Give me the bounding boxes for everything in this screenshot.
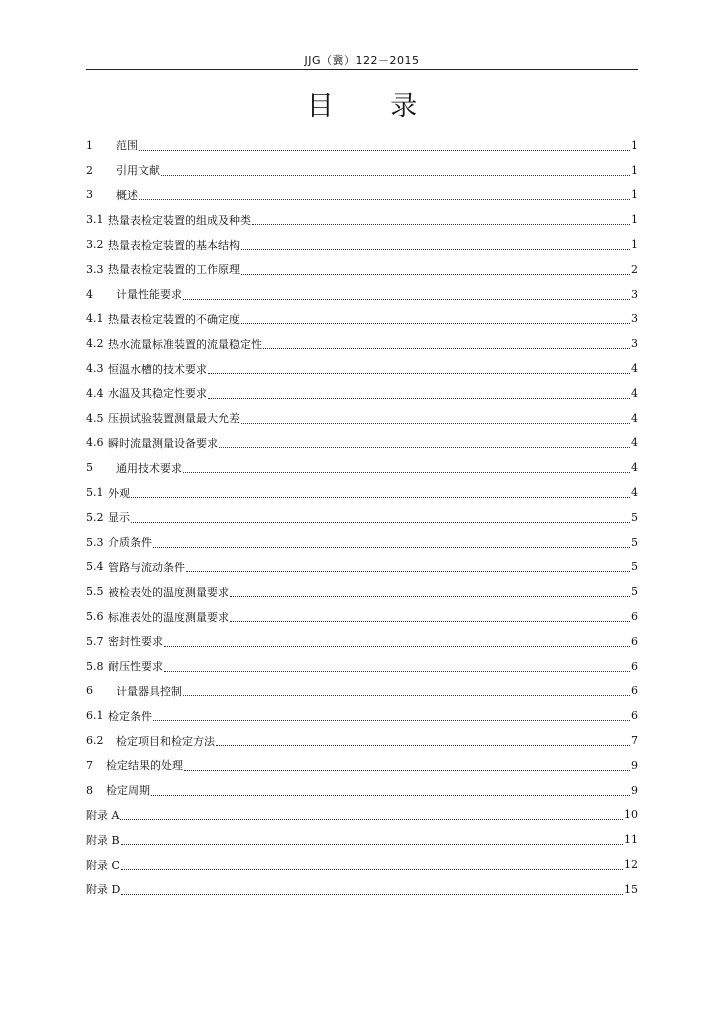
toc-entry-page: 10 [624,808,638,822]
toc-entry-number: 7 [86,758,93,772]
toc-entry-page: 4 [631,386,638,400]
toc-entry-page: 5 [631,560,638,574]
dot-leader [230,583,630,597]
toc-entry-number: 6.1 [86,709,104,723]
toc-entry[interactable] [86,356,638,381]
toc-entry-title: 检定周期 [106,784,150,798]
toc-entry-page: 5 [631,510,638,524]
toc-entry-number: 6.2 [86,734,104,748]
dot-leader [121,881,623,895]
toc-entry-title: 外观 [108,486,130,500]
toc-entry[interactable] [86,207,638,232]
toc-entry-page: 4 [631,461,638,475]
toc-entry[interactable] [86,679,638,704]
toc-entry-page: 2 [631,262,638,276]
toc-entry-page: 6 [631,684,638,698]
toc-entry[interactable] [86,480,638,505]
toc-entry-number: 5.1 [86,486,104,500]
toc-entry[interactable] [86,232,638,257]
toc-entry-number: 8 [86,783,93,797]
toc-entry-title: 管路与流动条件 [108,560,185,574]
dot-leader [241,410,630,424]
toc-entry-number: 5.8 [86,659,104,673]
toc-entry[interactable] [86,703,638,728]
toc-entry-title: 检定项目和检定方法 [116,734,215,748]
dot-leader [186,558,630,572]
toc-entry[interactable] [86,579,638,604]
toc-entry-number: 4 [86,287,93,301]
toc-entry-title: 热量表检定装置的不确定度 [108,312,240,326]
toc-entry[interactable] [86,406,638,431]
toc-entry-number: 4.6 [86,436,104,450]
toc-entry-number: 4.4 [86,386,104,400]
toc-entry-page: 11 [624,833,638,847]
toc-entry-number: 4.1 [86,312,104,326]
toc-entry-page: 1 [631,238,638,252]
toc-entry-page: 6 [631,610,638,624]
toc-entry-number: 5.6 [86,610,104,624]
toc-entry[interactable] [86,852,638,877]
toc-entry-title: 热水流量标准装置的流量稳定性 [108,337,262,351]
toc-entry-number: 6 [86,684,93,698]
toc-entry-title: 附录 C [86,858,120,872]
dot-leader [263,335,630,349]
toc-entry-title: 介质条件 [108,536,152,550]
toc-entry[interactable] [86,877,638,902]
toc-entry-number: 4.3 [86,362,104,376]
toc-entry[interactable] [86,282,638,307]
toc-entry-title: 附录 D [86,883,121,897]
dot-leader [164,633,630,647]
toc-entry-page: 3 [631,287,638,301]
toc-entry-page: 1 [631,163,638,177]
toc-entry-page: 7 [631,734,638,748]
toc-entry-number: 5.4 [86,560,104,574]
toc-entry-title: 耐压性要求 [108,660,163,674]
dot-leader [121,856,623,870]
dot-leader [121,831,623,845]
toc-entry-title: 附录 A [86,808,120,822]
toc-entry[interactable] [86,505,638,530]
dot-leader [153,534,630,548]
toc-entry-page: 6 [631,634,638,648]
toc-entry[interactable] [86,257,638,282]
toc-entry-number: 4.5 [86,411,104,425]
dot-leader [161,162,630,176]
toc-entry-title: 计量器具控制 [116,684,182,698]
toc-entry-page: 15 [624,882,638,896]
toc-entry-title: 显示 [108,511,130,525]
dot-leader [183,682,630,696]
toc-entry-title: 附录 B [86,833,120,847]
toc-entry-title: 范围 [116,139,138,153]
toc-entry-title: 检定结果的处理 [106,759,183,773]
toc-entry[interactable] [86,827,638,852]
dot-leader [131,509,630,523]
dot-leader [139,186,630,200]
toc-entry-title: 热量表检定装置的基本结构 [108,238,240,252]
dot-leader [120,806,623,820]
toc-entry-title: 引用文献 [116,164,160,178]
toc-entry-number: 4.2 [86,337,104,351]
dot-leader [208,360,630,374]
toc-entry-title: 热量表检定装置的组成及种类 [108,213,251,227]
toc-entry[interactable] [86,803,638,828]
toc-entry-number: 2 [86,163,93,177]
dot-leader [230,608,630,622]
toc-entry-number: 3.3 [86,262,104,276]
dot-leader [139,137,630,151]
toc-entry-page: 5 [631,585,638,599]
toc-entry-page: 5 [631,535,638,549]
toc-entry-page: 1 [631,188,638,202]
dot-leader [183,459,630,473]
toc-entry-title: 热量表检定装置的工作原理 [108,263,240,277]
toc-entry[interactable] [86,728,638,753]
toc-entry-page: 12 [624,858,638,871]
toc-entry[interactable] [86,654,638,679]
toc-entry-title: 水温及其稳定性要求 [108,387,207,401]
toc-entry-number: 3.2 [86,238,104,252]
dot-leader [164,658,630,672]
toc-entry-page: 4 [631,362,638,376]
dot-leader [151,782,630,796]
toc-entry-number: 5 [86,461,93,475]
toc-entry-page: 9 [631,758,638,772]
toc-entry-page: 6 [631,659,638,673]
toc-entry-number: 5.7 [86,634,104,648]
toc-entry[interactable] [86,778,638,803]
toc-entry-number: 5.5 [86,585,104,599]
toc-entry-title: 被检表处的温度测量要求 [108,585,229,599]
toc-entry-title: 压损试验装置测量最大允差 [108,412,240,426]
toc-entry-page: 4 [631,411,638,425]
toc-entry-page: 3 [631,312,638,326]
dot-leader [216,732,630,746]
dot-leader [252,211,630,225]
document-header: JJG（冀）122－2015 [304,54,420,67]
toc-entry[interactable] [86,307,638,332]
toc-entry-page: 4 [631,486,638,500]
toc-entry[interactable] [86,183,638,208]
toc-entry-page: 4 [631,436,638,450]
toc-entry[interactable] [86,629,638,654]
toc-entry[interactable] [86,331,638,356]
dot-leader [183,286,630,300]
toc-entry[interactable] [86,753,638,778]
toc-entry-page: 1 [631,138,638,152]
toc-entry[interactable] [86,604,638,629]
header-divider [86,69,638,70]
dot-leader [219,434,630,448]
toc-entry-title: 恒温水槽的技术要求 [108,362,207,376]
toc-entry-number: 3 [86,188,93,202]
dot-leader [208,385,630,399]
toc-entry[interactable] [86,530,638,555]
toc-entry-title: 计量性能要求 [116,288,182,302]
toc-entry[interactable] [86,555,638,580]
toc-entry-number: 5.2 [86,510,104,524]
dot-leader [131,484,630,498]
dot-leader [241,236,630,250]
toc-entry-page: 6 [631,709,638,723]
toc-entry-title: 标准表处的温度测量要求 [108,610,229,624]
toc-entry[interactable] [86,455,638,480]
toc-entry-title: 概述 [116,188,138,202]
dot-leader [241,261,630,275]
dot-leader [153,707,630,721]
table-of-contents [86,133,638,902]
toc-entry-title: 瞬时流量测量设备要求 [108,436,218,450]
toc-entry-page: 9 [631,783,638,797]
toc-entry[interactable] [86,158,638,183]
toc-entry[interactable] [86,381,638,406]
page-title: 目 录 [306,91,442,122]
dot-leader [184,757,630,771]
toc-entry[interactable] [86,133,638,158]
toc-entry-title: 密封性要求 [108,635,163,649]
toc-entry-page: 3 [631,337,638,351]
toc-entry-number: 1 [86,138,93,152]
toc-entry[interactable] [86,431,638,456]
dot-leader [241,310,630,324]
toc-entry-title: 通用技术要求 [116,461,182,475]
toc-entry-title: 检定条件 [108,709,152,723]
toc-entry-page: 1 [631,213,638,227]
toc-entry-number: 5.3 [86,535,104,549]
toc-entry-number: 3.1 [86,213,104,227]
